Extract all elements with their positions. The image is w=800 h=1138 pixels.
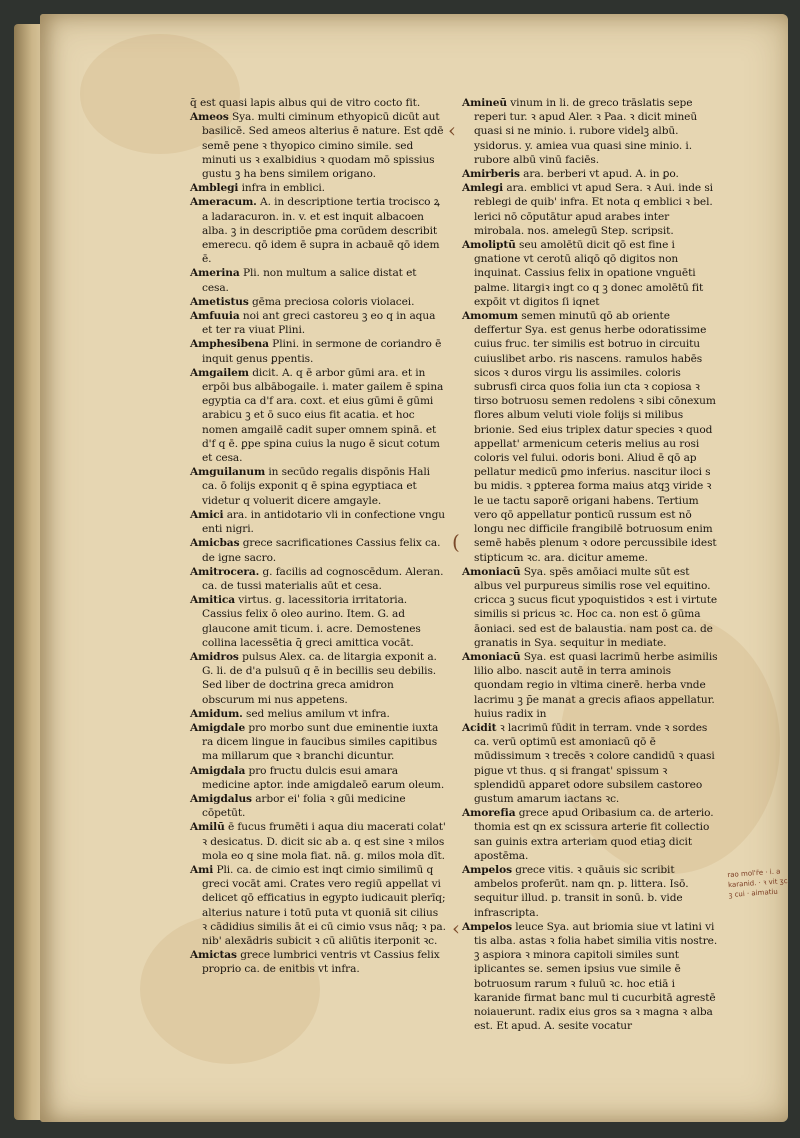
glossary-entry	[190, 792, 446, 820]
glossary-entry	[462, 565, 720, 650]
entry-text: pulsus Alex. ca. de litargia exponit a. G. li. de d'a pulsuū q ē in becillis seu debilis. Sed liber de doctrina greca amidron obscurum mi nus appetens.	[202, 650, 437, 706]
entry-headword: Amgailem	[190, 366, 249, 379]
entry-headword: Amirberis	[462, 168, 520, 181]
glossary-entry	[462, 96, 720, 167]
entry-headword: Amguilanum	[190, 466, 266, 479]
entry-text: ara. emblici vt apud Sera. ꝛ Aui. inde si reblegi de quib' infra. Et nota q emblici ꝛ bel. lerici nō cōputātur apud arabes inter mirobala. nos. amelegū Step. scripsit.	[474, 182, 713, 237]
entry-headword: Amomum	[462, 310, 519, 323]
entry-headword: Amigdalus	[190, 792, 252, 805]
glossary-entry	[190, 309, 446, 337]
glossary-entry	[190, 764, 446, 792]
glossary-entry	[462, 238, 720, 309]
entry-headword: Amfuuia	[190, 310, 240, 323]
glossary-entry	[190, 508, 446, 536]
entry-text: sed melius amilum vt infra.	[246, 707, 390, 720]
margin-bracket: (	[452, 530, 460, 554]
entry-headword: Amicbas	[190, 537, 240, 550]
entry-headword: Amoniacū	[462, 565, 521, 578]
entry-headword: Amblegi	[190, 182, 239, 195]
entry-text: grece lumbrici ventris vt Cassius felix proprio ca. de enitbis vt infra.	[202, 949, 440, 976]
entry-headword: Amidum.	[190, 707, 243, 720]
glossary-entry	[190, 536, 446, 564]
entry-text: A. in descriptione tertia trocisco ꝝ a ladaracuron. in. v. et est inquit albacoen alba. ꝫ in descriptiōe ꝑma corūdem describit emerecu. qō idem ē supra in acbauē qō idem ē.	[202, 196, 440, 266]
entry-headword: Amilū	[190, 821, 225, 834]
entry-text: gēma preciosa coloris violacei.	[252, 295, 415, 308]
glossary-entry	[462, 920, 720, 1034]
entry-headword: Amictas	[190, 949, 237, 962]
glossary-entry	[190, 295, 446, 309]
entry-text: semen minutū qō ab oriente deffertur Sya. est genus herbe odoratissime cuius fruc. ter similis est botruo in circuitu cuiuslibet arbo. ris nascens. ramulos habēs sicos ꝛ duros virgu lis assimiles. coloris subrusfi circa quos folia iun cta ꝛ copiosa ꝛ tirso botruosu semen redolens ꝛ sibi cōnexum flores album veluti viole folijs si milibus brionie. Sed eius triplex datur species ꝛ quod appellat' armenicum ceteris melius au rosi coloris vel fului. odoris boni. Aliud ē qō ap pellatur medicū ꝑmo inferius. nascitur iloci s bu midis. ꝛ ꝑpterea forma maius atqꝫ viride ꝛ le ue tactu saporē origani habens. Tertium vero qō appellatur ponticū russum est nō longu nec difficile frangibilē botruosum enim semē habēs plenum ꝛ odore percussibile idest stipticum ꝛc. ara. dicitur ameme.	[474, 310, 717, 564]
glossary-entry	[190, 266, 446, 294]
entry-headword: Ampelos	[462, 920, 512, 933]
glossary-entry	[462, 181, 720, 238]
margin-bracket: ‹	[448, 118, 456, 142]
entry-text: ꝛ lacrimū fūdit in terram. vnde ꝛ sordes ca. verū optimū est amoniacū qō ē mūdissimum ꝛ trecēs ꝛ colore candidū ꝛ quasi pigue vt thus. q si frangat' spissum ꝛ splendidū apparet odore subsilem castoreo gustum amarum iactans ꝛc.	[474, 721, 715, 805]
glossary-entry	[190, 181, 446, 195]
entry-headword: Amitica	[190, 594, 235, 607]
glossary-entry	[190, 650, 446, 707]
entry-text: in secūdo regalis dispōnis Hali ca. ō folijs exponit q ē spina egyptiaca et videtur q voluerit dicere amgayle.	[202, 466, 430, 507]
entry-text: Sya. multi ciminum ethyopicū dicūt aut basilicē. Sed ameos alterius ē nature. Est qdē semē pene ꝛ thyopico cimino simile. sed minuti us ꝛ exalbidius ꝛ quodam mō spissius gustu ꝫ ha bens similem origano.	[202, 111, 444, 181]
glossary-entry	[190, 820, 446, 863]
glossary-entry	[190, 337, 446, 365]
entry-headword: Amici	[190, 508, 224, 521]
entry-text: ara. berberi vt apud. A. in ꝑo.	[523, 168, 679, 181]
glossary-entry	[190, 565, 446, 593]
glossary-entry	[462, 650, 720, 721]
entry-headword: Amphesibena	[190, 338, 269, 351]
entry-headword: Acidit	[462, 721, 497, 734]
entry-text: grece vitis. ꝛ quāuis sic scribit ambelos proferūt. nam qn. p. littera. Isō. sequitur illud. p. transit in sonū. b. vide infrascripta.	[474, 863, 689, 919]
entry-headword: Amlegi	[462, 182, 504, 195]
entry-text: ē fucus frumēti i aqua diu macerati colat' ꝛ desicatus. D. dicit sic ab a. q est sine ꝛ milos mola eo q sine mola fiat. nā. g. milos mola dīt.	[202, 821, 446, 862]
entry-text: infra in emblici.	[241, 182, 325, 195]
glossary-entry	[190, 948, 446, 976]
glossary-entry	[462, 863, 720, 920]
entry-text: Pli. ca. de cimio est inqt cimio similimū q greci vocāt ami. Crates vero regiū appellat vi delicet qō efficatius in egypto iudicauit plerīq; alterius nature i totū puta vt quoniā sit cilius ꝛ cādidius similis āt ei cū cimio vsus nāq; ꝛ pa. nib' alexādris subicit ꝛ cū aliūtis iterponit ꝛc.	[202, 863, 446, 947]
glossary-entry	[462, 309, 720, 565]
entry-headword: Ameracum.	[190, 196, 257, 209]
entry-text: dicit. A. q ē arbor gūmi ara. et in erpōi bus albābogaile. i. mater gailem ē spina egyptia ca d'f ara. coxt. et eius gūmi ē gūmi arabicu ꝫ et ō suco eius fit acatia. et hoc nomen amgailē cadit super omnem spinā. et d'f q ē. ꝑpe spina cuius la nugo ē sicut cotum et cesa.	[202, 366, 444, 465]
entry-headword: Amigdale	[190, 721, 246, 734]
entry-headword: Amineū	[462, 97, 507, 109]
entry-text: Sya. est quasi lacrimū herbe asimilis lilio albo. nascit autē in terra aminois quondam regio in vltima cinerē. herba vnde lacrimu ꝫ p̄e manat a grecis afiaos appellatur. huius radix in	[474, 650, 718, 720]
entry-text: q̄ est quasi lapis albus qui de vitro cocto fit.	[190, 97, 421, 109]
glossary-entry	[190, 593, 446, 650]
entry-text: Pli. non multum a salice distat et cesa.	[202, 267, 417, 294]
entry-headword: Ametistus	[190, 295, 249, 308]
margin-bracket: ‹	[452, 916, 460, 940]
entry-headword: Amoniacū	[462, 650, 521, 663]
handwritten-margin-note: rao mol'r̄e · i. a karanid. · ꝛ vit ʒc ꝫ cui · aimatiu	[727, 867, 788, 900]
entry-text: Plini. in sermone de coriandro ē inquit genus ꝑpentis.	[202, 338, 442, 365]
entry-text: seu amolētū dicit qō est fine i gnatione vt cerotū aliqō qō digitos non inquinat. Cassius felix in opatione vnguēti palme. litargiꝛ ingt co q ꝫ donec amolētū fit expōit vt digitos ſi iqnet	[474, 239, 704, 308]
entry-headword: Amoliptū	[462, 239, 516, 252]
glossary-entry	[190, 96, 446, 110]
glossary-entry	[190, 465, 446, 508]
right-text-column	[462, 96, 720, 1033]
entry-text: noi ant greci castoreu ꝫ eo q in aqua et ter ra viuat Plini.	[202, 310, 436, 337]
entry-headword: Amigdala	[190, 764, 246, 777]
glossary-entry	[462, 806, 720, 863]
entry-text: vinum in li. de greco trāslatis sepe reperi tur. ꝛ apud Aler. ꝛ Paa. ꝛ dicit mineū quasi si ne minio. i. rubore videlꝫ albū. ysidorus. y. amiea vua quasi sine minio. i. rubore albū vinū faciēs.	[474, 97, 698, 166]
entry-text: pro morbo sunt due eminentie iuxta ra dicem lingue in faucibus similes capitibus ma millarum que ꝛ branchi dicuntur.	[202, 721, 439, 763]
entry-text: ara. in antidotario vli in confectione vngu enti nigri.	[202, 508, 446, 536]
left-text-column	[190, 96, 446, 977]
entry-headword: Amitrocera.	[190, 565, 260, 578]
glossary-entry	[190, 366, 446, 465]
entry-text: Sya. spēs amōiaci multe sūt est albus vel purpureus similis rose vel equitino. cricca ꝫ sucus ficut ypoquistidos ꝛ est i virtute similis si pricus ꝛc. Hoc ca. non est ō gūma āoniaci. sed est de balaustia. nam post ca. de granatis in Sya. sequitur in mediate.	[474, 565, 718, 649]
entry-text: grece sacrificationes Cassius felix ca. de igne sacro.	[202, 537, 441, 564]
glossary-entry	[190, 707, 446, 721]
glossary-entry	[462, 721, 720, 806]
entry-headword: Ameos	[190, 111, 229, 124]
entry-text: leuce Sya. aut briomia siue vt latini vi tis alba. astas ꝛ folia habet similia vitis nostre. ꝫ aspiora ꝛ minora capitoli similes sunt iplicantes se. semen ipsius vue simile ē botruosum rarum ꝛ fuluū ꝛc. hoc etiā i karanide firmat banc mul ti cucurbitā agrestē noiauerunt. radix eius gros sa ꝛ magna ꝛ alba est. Et apud. A. sesite vocatur	[474, 920, 718, 1033]
glossary-entry	[190, 863, 446, 948]
entry-text: grece apud Oribasium ca. de arterio. thomia est qn ex scissura arterie fit collectio san guinis extra arteriam quod etiaꝫ dicit apostēma.	[474, 807, 714, 862]
entry-text: virtus. g. lacessitoria irritatoria. Cassius felix ō oleo aurino. Item. G. ad glaucone amit ticum. i. acre. Demostenes collina lacessētia q̄ greci amittica vocāt.	[202, 594, 421, 649]
entry-text: g. facilis ad cognoscēdum. Aleran. ca. de tussi materialis aūt et cesa.	[202, 565, 444, 592]
glossary-entry	[190, 110, 446, 181]
glossary-entry	[190, 195, 446, 266]
entry-headword: Ampelos	[462, 863, 512, 876]
glossary-entry	[190, 721, 446, 764]
entry-text: arbor ei' folia ꝛ gūi medicine cōpetūt.	[202, 792, 406, 820]
entry-headword: Amorefia	[462, 807, 516, 820]
entry-headword: Amidros	[190, 650, 239, 663]
entry-headword: Amerina	[190, 267, 240, 280]
entry-headword: Ami	[190, 863, 214, 876]
glossary-entry	[462, 167, 720, 181]
entry-text: pro fructu dulcis esui amara medicine aptor. inde amigdaleō earum oleum.	[202, 764, 445, 791]
